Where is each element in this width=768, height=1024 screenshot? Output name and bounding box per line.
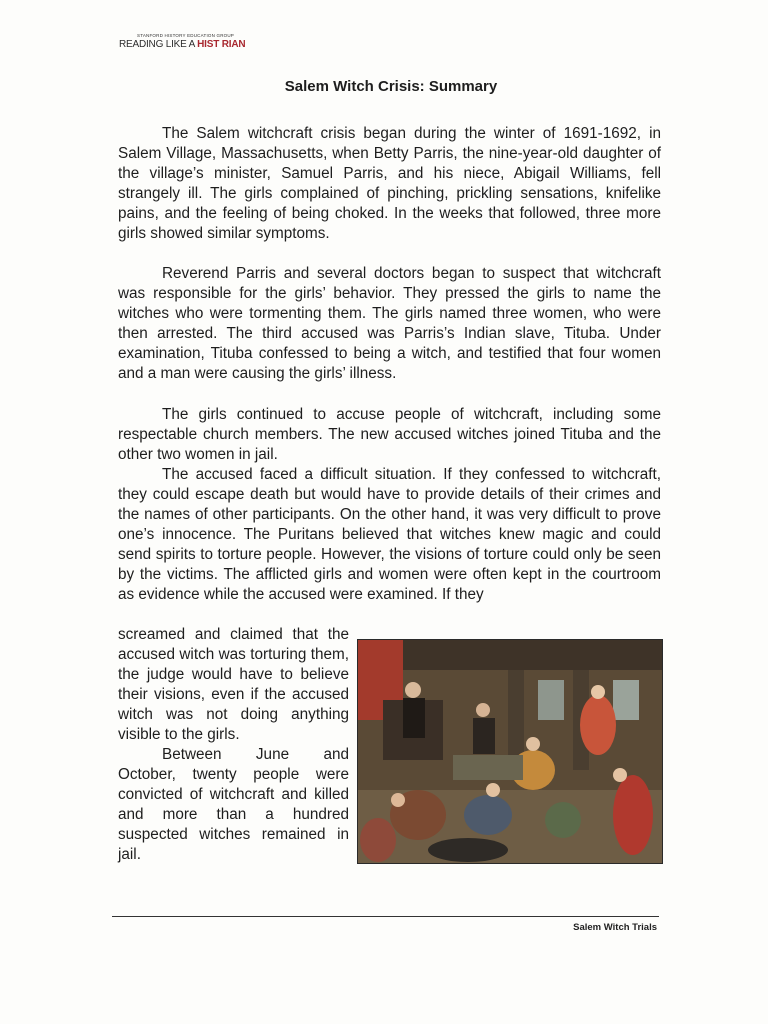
paragraph-3: The girls continued to accuse people of witchcraft, including some respectable church members. The new accused witches joined Tituba and the other two women in jail. [118, 406, 661, 463]
footer-rule [112, 916, 659, 917]
logo [119, 33, 245, 51]
paragraph-4: The accused faced a difficult situation. If they confessed to witchcraft, they could escape death but would have to provide details of their crimes and the names of other participants. On the other hand, it was very difficult to prove one’s innocence. The Puritans believed that witches knew magic and could send spirits to torture people. However, the visions of torture could only be seen by the victims. The afflicted girls and women were often kept in the courtroom as evidence while the accused were examined. If they [118, 466, 661, 603]
paragraph-2: Reverend Parris and several doctors began to suspect that witchcraft was responsible for the girls’ behavior. They pressed the girls to name the witches who were tormenting them. The girls named three women, who were then arrested. The third accused was Parris’s Indian slave, Tituba. Under examination, Tituba confessed to being a witch, and testified that four women and a man were causing the girls’ illness. [118, 265, 661, 382]
painting-illustration [358, 640, 662, 863]
logo-accent: HIST RIAN [197, 39, 246, 50]
paragraph-5: Between June and October, twenty people were convicted of witchcraft and killed and more than a hundred suspected witches remained in jail. [118, 746, 349, 863]
document-title: Salem Witch Crisis: Summary [284, 78, 498, 95]
logo-main: READING LIKE A [119, 39, 198, 50]
paragraph-4-continued: screamed and claimed that the accused witch was torturing them, the judge would have to believe their visions, even if the accused witch was not doing anything visible to the girls. [118, 626, 349, 743]
footer-label: Salem Witch Trials [573, 922, 657, 933]
witch-trial-painting [357, 639, 663, 864]
logo-small-text: STANFORD HISTORY EDUCATION GROUP [137, 33, 234, 38]
logo-main-text [119, 39, 245, 51]
paragraph-1: The Salem witchcraft crisis began during the winter of 1691-1692, in Salem Village, Massachusetts, when Betty Parris, the nine-year-old daughter of the village’s minister, Samuel Parris, and his niece, Abigail Williams, fell strangely ill. The girls complained of pinching, prickling sensations, knifelike pains, and the feeling of being choked. In the weeks that followed, three more girls showed similar symptoms. [118, 125, 661, 242]
wrapped-text-column [118, 625, 349, 865]
